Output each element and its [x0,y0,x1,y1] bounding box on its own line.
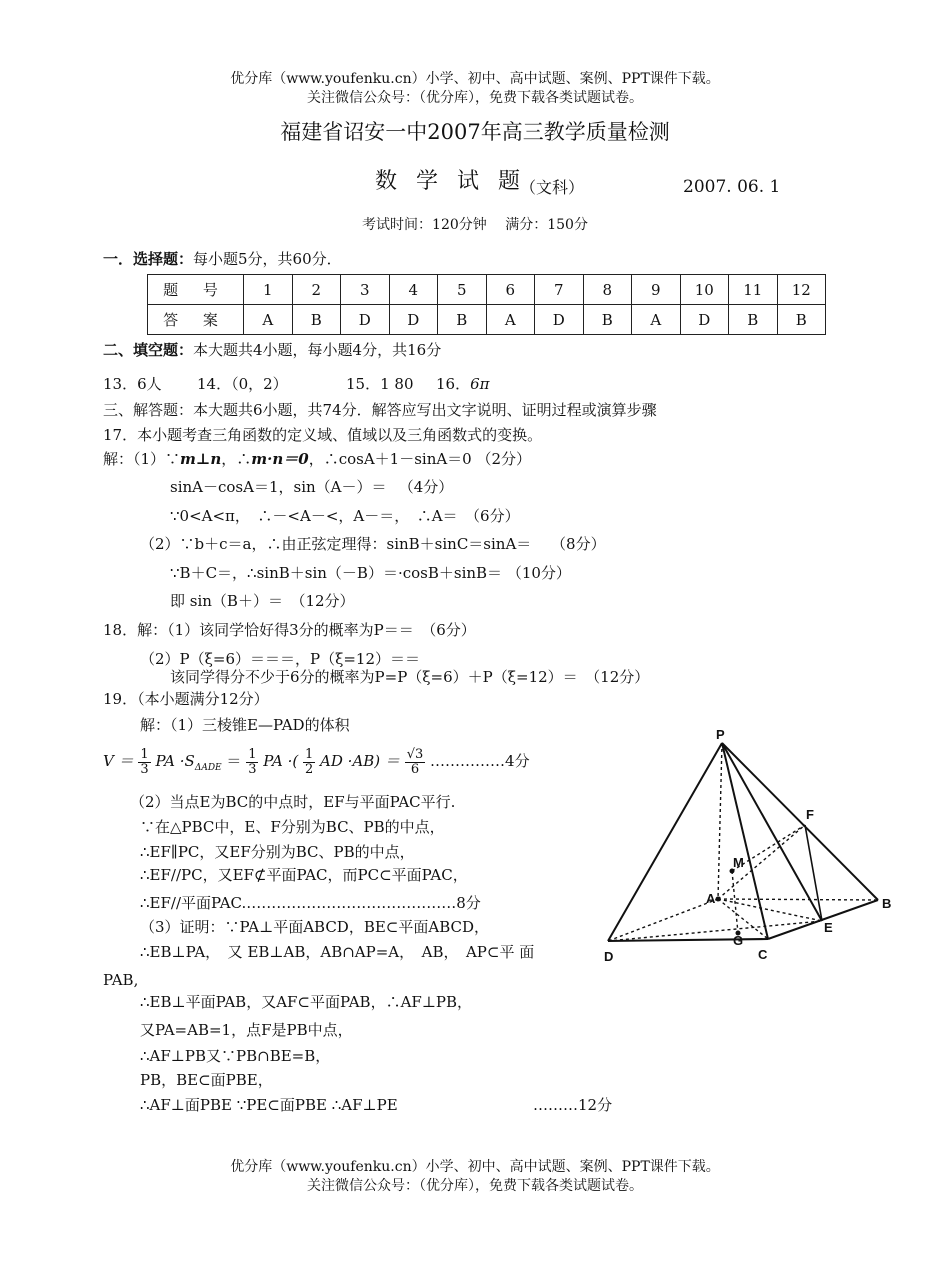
section-1-heading [103,250,342,268]
table-cell: 3 [341,275,390,305]
q19-volume-formula [103,741,530,781]
q19-line-9: ∴EB⊥PA， 又 EB⊥AB，AB∩AP=A， AB， AP⊂平 面 [140,943,535,961]
table-cell: 11 [729,275,778,305]
fill-q16-prefix: 16． [436,375,471,393]
section-3-heading: 三、解答题：本大题共6小题，共74分．解答应写出文字说明、证明过程或演算步骤 [103,401,657,419]
table-cell: A [632,305,681,335]
subtitle: 数 学 试 题 [375,169,526,194]
fraction [138,748,150,777]
fraction-denominator: 3 [140,761,149,777]
table-cell: B [438,305,487,335]
table-cell: 9 [632,275,681,305]
q17-line-4: （2）∵b＋c＝a，∴由正弦定理得：sinB＋sinC＝sinA＝ （8分） [140,535,606,553]
exam-date: 2007. 06. 1 [683,177,781,197]
table-cell: D [389,305,438,335]
fraction-numerator: 1 [304,746,314,762]
header-line-1: 优分库（www.youfenku.cn）小学、初中、高中试题、案例、PPT课件下载。 [230,71,720,87]
table-cell: 2 [292,275,341,305]
label-F: F [806,807,814,822]
footer-line-1: 优分库（www.youfenku.cn）小学、初中、高中试题、案例、PPT课件下载。 [230,1159,720,1175]
table-row-label: 答 案 [148,305,244,335]
table-cell: B [729,305,778,335]
q19-line-2: 解：（1）三棱锥E—PAD的体积 [140,716,350,734]
label-E: E [824,920,833,935]
edge-PC [722,743,768,939]
answer-table-answer-row [148,305,826,335]
q19-line-15: ∴AF⊥面PBE ∵PE⊂面PBE ∴AF⊥PE [140,1096,398,1114]
q19-line-11: ∴EB⊥平面PAB，又AF⊂平面PAB，∴AF⊥PB， [140,993,473,1011]
label-B: B [882,896,892,911]
q19-line-15-score: ………12分 [533,1096,613,1114]
q19-line-8: （3）证明：∵PA⊥平面ABCD，BE⊂平面ABCD， [140,918,490,936]
fraction [405,748,426,777]
section-2-desc: 本大题共4小题，每小题4分，共16分 [193,341,442,359]
q17-dot-product: m·n＝0 [251,450,309,468]
section-2-label: 二、填空题： [103,341,194,359]
q19-line-10: PAB, [103,971,139,989]
table-cell: B [292,305,341,335]
label-C: C [758,947,768,962]
table-row-label: 题 号 [148,275,244,305]
edge-PB [722,743,878,900]
formula-text: PA ·S [155,752,195,770]
fraction-denominator: 6 [410,761,420,777]
table-cell: 4 [389,275,438,305]
fraction-numerator: 1 [248,746,257,762]
q18-line-2: （2）P（ξ=6）＝＝＝，P（ξ=12）＝＝ [140,650,421,668]
edge-AB [718,899,878,900]
label-P: P [716,727,725,742]
label-G: G [733,933,744,948]
answer-table-number-row [148,275,826,305]
q19-line-3: （2）当点E为BC的中点时，EF与平面PAC平行. [130,793,456,811]
q18-line-3: 该同学得分不少于6分的概率为P=P（ξ=6）＋P（ξ=12）＝ （12分） [170,668,650,686]
label-D: D [604,949,614,964]
q19-line-4: ∵在△PBC中，E、F分别为BC、PB的中点， [140,818,445,836]
point-A [716,897,721,902]
edge-MG [732,871,738,933]
q17-text: ，∴ [221,450,252,468]
q17-text: ，∴cosA＋1－sinA＝0 （2分） [308,450,532,468]
header-line-2: 关注微信公众号：（优分库），免费下载各类试题试卷。 [307,90,643,106]
edge-AE [718,899,822,921]
formula-score: ……………4分 [430,752,530,770]
formula-text: ＝ [226,752,242,770]
table-cell: 1 [244,275,293,305]
edge-AF [718,825,805,899]
table-cell: 10 [680,275,729,305]
section-1-label: 一．选择题： [103,250,194,268]
fill-q16-value: 6π [470,375,490,393]
q17-line-5: ∵B＋C＝，∴sinB＋sin（－B）＝·cosB＋sinB＝ （10分） [170,564,571,582]
q17-line-2: sinA－cosA＝1，sin（A－）＝ （4分） [170,478,454,496]
page-title: 福建省诏安一中2007年高三教学质量检测 [280,120,670,144]
table-cell: D [680,305,729,335]
subtitle-note: （文科） [520,178,585,197]
fraction [246,748,258,777]
q19-line-5: ∴EF∥PC，又EF分别为BC、PB的中点， [140,843,415,861]
q17-line-6: 即 sin（B＋）＝ （12分） [170,592,355,610]
fraction-numerator: √3 [406,746,424,762]
q19-line-13: ∴AF⊥PB又∵PB∩BE=B， [140,1047,331,1065]
formula-text: V ＝ [103,752,134,770]
pyramid-figure [600,725,900,965]
table-cell: 5 [438,275,487,305]
formula-text: PA ·( [263,752,299,770]
table-cell: D [341,305,390,335]
q17-vector-perp: m⊥n [180,450,222,468]
table-cell: 8 [583,275,632,305]
fill-q13: 13．6人 [103,375,162,393]
q17-line-3: ∵0<A<π， ∴－<A－<，A－＝， ∴A＝ （6分） [170,507,520,525]
q19-line-6: ∴EF//PC，又EF⊄平面PAC，而PC⊂平面PAC， [140,866,468,884]
q19-line-1: 19．（本小题满分12分） [103,690,269,708]
q18-line-1: 18．解：（1）该同学恰好得3分的概率为P＝＝ （6分） [103,621,476,639]
edge-AD [608,899,718,941]
table-cell: 6 [486,275,535,305]
q19-line-14: PB，BE⊂面PBE， [140,1071,273,1089]
fill-q15: 15．1 80 [346,375,414,393]
q19-line-7: ∴EF//平面PAC.……………………………………8分 [140,894,481,912]
fraction-denominator: 2 [304,761,314,777]
label-M: M [733,855,744,870]
table-cell: A [486,305,535,335]
section-1-desc: 每小题5分，共60分． [193,250,342,268]
table-cell: B [777,305,826,335]
fraction-numerator: 1 [140,746,149,762]
footer-line-2: 关注微信公众号：（优分库），免费下载各类试题试卷。 [307,1178,643,1194]
table-cell: 7 [535,275,584,305]
fraction [303,748,315,777]
edge-CB [768,900,878,939]
table-cell: 12 [777,275,826,305]
formula-subscript: ΔADE [194,763,222,773]
q17-text: 解：（1）∵ [103,450,181,468]
edge-PA [718,743,722,899]
q19-line-12: 又PA=AB=1，点F是PB中点， [140,1021,353,1039]
table-cell: A [244,305,293,335]
fill-q14: 14．（0，2） [197,375,288,393]
q17-intro: 17．本小题考查三角函数的定义域、值域以及三角函数式的变换。 [103,426,543,444]
q17-line-1 [103,450,531,468]
formula-text: AD ·AB) ＝ [320,752,400,770]
table-cell: B [583,305,632,335]
fill-q16 [436,375,490,393]
exam-info: 考试时间：120分钟 满分：150分 [362,217,588,233]
answer-table [147,274,826,335]
label-A: A [706,891,716,906]
fraction-denominator: 3 [248,761,257,777]
table-cell: D [535,305,584,335]
section-2-heading [103,341,441,359]
edge-PD [608,743,722,941]
